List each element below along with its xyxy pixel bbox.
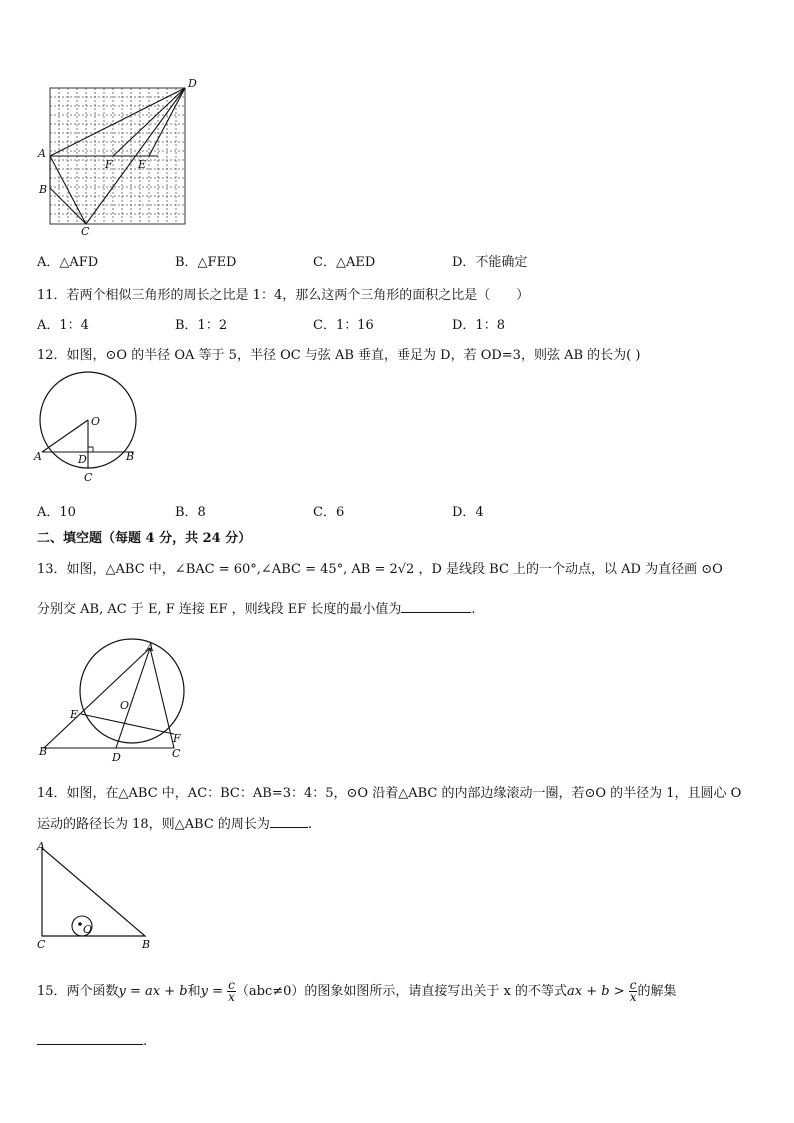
q11-option-d: D．1：8 xyxy=(452,318,505,333)
q14-line2-end: . xyxy=(307,817,313,832)
fig13-label-a: A xyxy=(146,641,154,654)
fig12-label-b: B xyxy=(126,450,135,463)
fig13-label-o: O xyxy=(120,699,130,712)
q15-condition: （abc≠0） xyxy=(235,984,305,999)
q12-circle-figure xyxy=(30,370,145,488)
q14-line2-text: 运动的路径长为 18，则△ABC 的周长为 xyxy=(37,817,270,832)
fig12-label-c: C xyxy=(84,471,93,484)
q15-inequality: ax + b > xyxy=(567,984,625,999)
fig13-label-b: B xyxy=(39,745,48,758)
q13-line2-end: . xyxy=(471,602,476,617)
q15-mid1: 和 xyxy=(187,984,201,999)
q14-stem-line1: 14．如图，在△ABC 中，AC：BC：AB=3：4：5，⊙O 沿着△ABC 的内部边缘滚动一圈，若⊙O 的半径为 1，且圆心 O xyxy=(37,786,742,801)
q15-stem xyxy=(37,980,677,1004)
q15-end: . xyxy=(143,1034,148,1049)
q12-option-b: B．8 xyxy=(175,505,206,520)
q12-option-c: C．6 xyxy=(313,505,345,520)
q13-answer-blank[interactable] xyxy=(401,600,471,613)
q10-option-a: A．△AFD xyxy=(37,255,99,270)
section-title: 二、填空题（每题 4 分，共 24 分） xyxy=(37,531,252,546)
q13-stem-line1: 13．如图，△ABC 中，∠BAC = 60°,∠ABC = 45°, AB = 2√2 ，D 是线段 BC 上的一个动点，以 AD 为直径画 ⊙O xyxy=(37,562,723,577)
q12-stem: 12．如图，⊙O 的半径 OA 等于 5，半径 OC 与弦 AB 垂直，垂足为 D，若 OD=3，则弦 AB 的长为( ) xyxy=(37,348,641,363)
fig12-label-a: A xyxy=(34,450,42,463)
q14-stem-line2 xyxy=(37,813,312,832)
q15-prefix: 15．两个函数 xyxy=(37,984,119,999)
q10-option-c: C．△AED xyxy=(313,255,376,270)
q15-tail: 的解集 xyxy=(637,984,677,999)
fig10-label-d: D xyxy=(188,77,197,90)
q14-figure xyxy=(30,838,160,953)
q13-figure xyxy=(30,638,195,763)
q14-answer-blank[interactable] xyxy=(270,815,308,828)
q12-option-d: D．4 xyxy=(452,505,484,520)
q15-function-2-lhs: y = xyxy=(200,984,223,999)
q13-line2-text: 分别交 AB, AC 于 E, F 连接 EF ，则线段 EF 长度的最小值为 xyxy=(37,602,402,617)
fig14-label-o: O xyxy=(83,923,93,936)
q12-option-a: A．10 xyxy=(37,505,76,520)
fig10-label-b: B xyxy=(39,183,48,196)
q15-fraction-c-over-x-2: $\frac{c}{x}$ xyxy=(629,978,637,1004)
fig10-label-e: E xyxy=(138,158,147,171)
q10-option-d: D．不能确定 xyxy=(452,255,528,270)
fig13-label-c: C xyxy=(172,747,181,760)
fig10-label-f: F xyxy=(105,158,113,171)
q10-option-b: B．△FED xyxy=(175,255,237,270)
fig12-label-d: D xyxy=(78,453,87,466)
q11-option-b: B．1：2 xyxy=(175,318,228,333)
fig14-label-b: B xyxy=(142,938,151,951)
q15-function-1: y = ax + b xyxy=(118,984,188,999)
q10-grid-figure xyxy=(30,76,205,238)
q11-option-c: C．1：16 xyxy=(313,318,374,333)
q15-answer-line xyxy=(37,1032,147,1049)
q13-circle xyxy=(80,639,184,743)
q10-segments xyxy=(50,88,185,224)
fig10-label-a: A xyxy=(38,147,46,160)
q11-stem: 11．若两个相似三角形的周长之比是 1：4，那么这两个三角形的面积之比是（ ） xyxy=(37,288,530,303)
fig12-label-o: O xyxy=(91,415,101,428)
q15-fraction-c-over-x: $\frac{c}{x}$ xyxy=(228,978,235,1004)
q11-option-a: A．1：4 xyxy=(37,318,89,333)
q15-mid2: 的图象如图所示，请直接写出关于 x 的不等式 xyxy=(304,984,568,999)
q15-answer-blank[interactable] xyxy=(37,1032,143,1045)
fig14-label-a: A xyxy=(37,840,45,853)
fig13-label-e: E xyxy=(70,708,79,721)
q13-stem-line2 xyxy=(37,598,476,617)
fig13-label-f: F xyxy=(173,732,181,745)
fig13-label-d: D xyxy=(112,751,121,763)
q14-triangle xyxy=(42,848,145,936)
fig14-label-c: C xyxy=(37,938,46,951)
fig10-label-c: C xyxy=(81,225,90,238)
